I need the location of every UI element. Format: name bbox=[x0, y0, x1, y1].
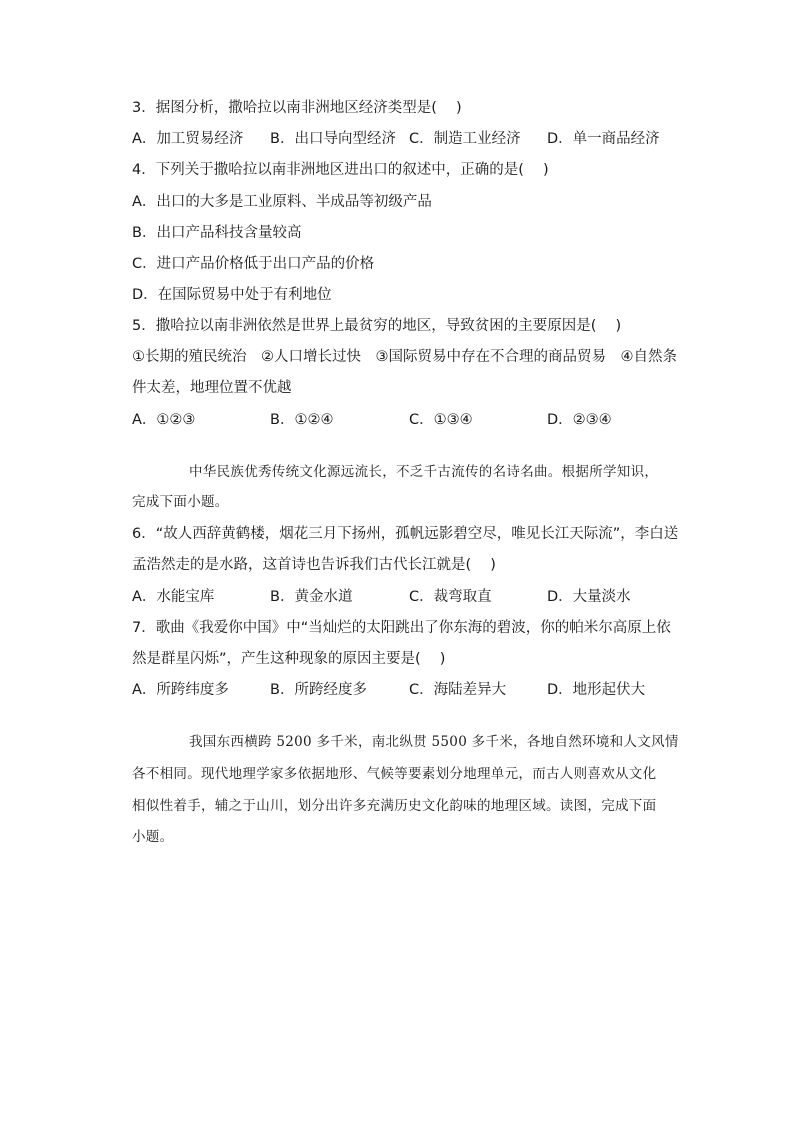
q5-option-c: C．①③④ bbox=[409, 412, 473, 428]
q7-option-a: A．所跨纬度多 bbox=[132, 682, 229, 698]
q4-option-b: B．出口产品科技含量较高 bbox=[132, 225, 302, 241]
q5-option-a: A．①②③ bbox=[132, 412, 196, 428]
passage1-line2: 完成下面小题。 bbox=[132, 494, 229, 510]
q3-option-d: D．单一商品经济 bbox=[547, 131, 660, 147]
q5-option-b: B．①②④ bbox=[270, 412, 334, 428]
q7-option-d: D．地形起伏大 bbox=[547, 682, 646, 698]
passage2-line3: 相似性着手，辅之于山川，划分出许多充满历史文化韵味的地理区域。读图，完成下面 bbox=[132, 798, 657, 814]
passage2-line1: 我国东西横跨 5200 多千米，南北纵贯 5500 多千米，各地自然环境和人文风情 bbox=[189, 734, 679, 750]
q6-option-a: A．水能宝库 bbox=[132, 589, 215, 605]
q4-option-c: C．进口产品价格低于出口产品的价格 bbox=[132, 256, 375, 272]
q7-option-b: B．所跨经度多 bbox=[270, 682, 367, 698]
q3-option-c: C．制造工业经济 bbox=[409, 131, 521, 147]
q4-stem: 4．下列关于撒哈拉以南非洲地区进出口的叙述中，正确的是( ) bbox=[132, 162, 549, 178]
passage2-line2: 各不相同。现代地理学家多依据地形、气候等要素划分地理单元，而古人则喜欢从文化 bbox=[132, 766, 657, 782]
q7-stem-line1: 7．歌曲《我爱你中国》中“当灿烂的太阳跳出了你东海的碧波，你的帕米尔高原上依 bbox=[132, 620, 671, 636]
q7-stem-line2: 然是群星闪烁”，产生这种现象的原因主要是( ) bbox=[132, 651, 446, 667]
q3-option-a: A．加工贸易经济 bbox=[132, 131, 244, 147]
q5-statements-line2: 件太差，地理位置不优越 bbox=[132, 380, 292, 396]
passage1-line1: 中华民族优秀传统文化源远流长，不乏千古流传的名诗名曲。根据所学知识， bbox=[189, 464, 659, 480]
q5-stem: 5．撒哈拉以南非洲依然是世界上最贫穷的地区，导致贫困的主要原因是( ) bbox=[132, 318, 622, 334]
q7-option-c: C．海陆差异大 bbox=[409, 682, 507, 698]
q5-option-d: D．②③④ bbox=[547, 412, 612, 428]
q6-stem-line1: 6．“故人西辞黄鹤楼，烟花三月下扬州，孤帆远影碧空尽，唯见长江天际流”，李白送 bbox=[132, 526, 679, 542]
q6-option-d: D．大量淡水 bbox=[547, 589, 631, 605]
q6-option-c: C．裁弯取直 bbox=[409, 589, 492, 605]
q3-stem: 3．据图分析，撒哈拉以南非洲地区经济类型是( ) bbox=[132, 100, 462, 116]
q6-option-b: B．黄金水道 bbox=[270, 589, 353, 605]
passage2-line4: 小题。 bbox=[132, 829, 174, 845]
q4-option-d: D．在国际贸易中处于有利地位 bbox=[132, 287, 332, 303]
q6-stem-line2: 孟浩然走的是水路，这首诗也告诉我们古代长江就是( ) bbox=[132, 557, 496, 573]
q3-option-b: B．出口导向型经济 bbox=[270, 131, 396, 147]
q5-statements-line1: ①长期的殖民统治 ②人口增长过快 ③国际贸易中存在不合理的商品贸易 ④自然条 bbox=[132, 349, 677, 365]
q4-option-a: A．出口的大多是工业原料、半成品等初级产品 bbox=[132, 194, 432, 210]
